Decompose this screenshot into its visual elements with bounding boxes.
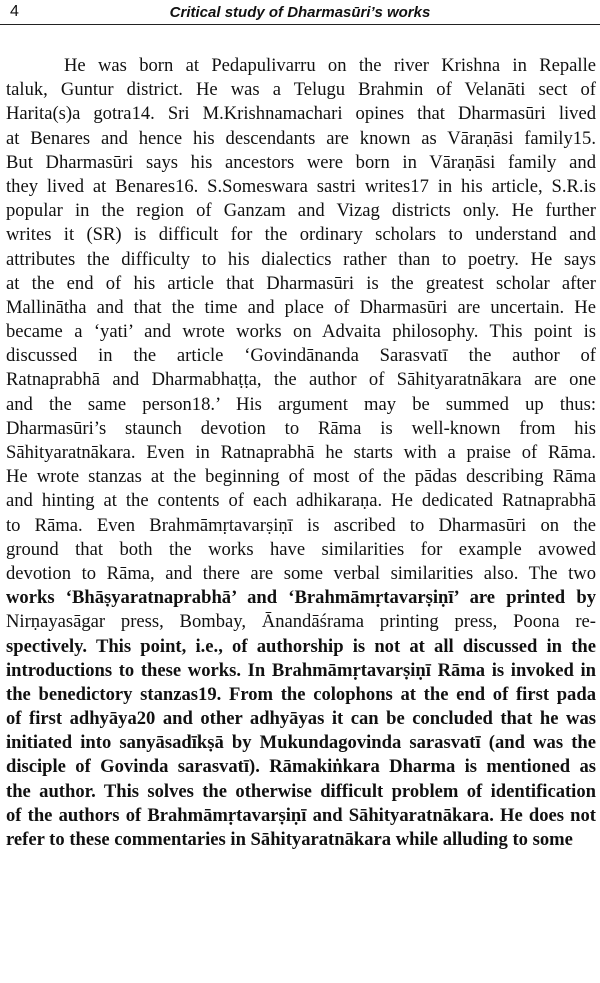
text-line: the author. This solves the otherwise difficult problem of identification: [6, 780, 596, 802]
page-number: 4: [10, 3, 19, 20]
text-line: Harita(s)a gotra14. Sri M.Krishnamachari opines that Dharmasūri lived: [6, 103, 596, 125]
text-line: writes it (SR) is difficult for the ordinary scholars to understand and: [6, 224, 596, 246]
text-line: they lived at Benares16. S.Someswara sastri writes17 in his article, S.R.is: [6, 175, 596, 197]
text-line: at the end of his article that Dharmasūri is the greatest scholar after: [6, 272, 596, 294]
text-line: devotion to Rāma, and there are some verbal similarities also. The two: [6, 562, 596, 584]
text-line: He was born at Pedapulivarru on the river Krishna in Repalle: [64, 55, 596, 76]
text-line: attributes the difficulty to his dialectics rather than to poetry. He says: [6, 248, 596, 270]
text-line: Ratnaprabhā and Dharmabhaṭṭa, the author of Sāhityaratnākara are one: [6, 369, 596, 391]
text-line: of first adhyāya20 and other adhyāyas it can be concluded that he was: [6, 708, 596, 730]
text-line: introductions to these works. In Brahmāmṛtavarṣiṇī Rāma is invoked in: [6, 659, 596, 681]
text-line: refer to these commentaries in Sāhityaratnākara while alluding to some: [6, 829, 573, 850]
text-line: at Benares and hence his descendants are known as Vāraṇāsi family15.: [6, 127, 596, 149]
text-line: He wrote stanzas at the beginning of most of the pādas describing Rāma: [6, 466, 596, 488]
text-line: initiated into sanyāsadīkṣā by Mukundagovinda sarasvatī (and was the: [6, 732, 596, 754]
text-line: Sāhityaratnākara. Even in Ratnaprabhā he starts with a praise of Rāma.: [6, 442, 596, 463]
text-line: of the authors of Brahmāmṛtavarṣiṇī and Sāhityaratnākara. He does not: [6, 804, 596, 826]
running-title: Critical study of Dharmasūri’s works: [169, 4, 431, 21]
text-line: Dharmasūri’s staunch devotion to Rāma is well-known from his: [6, 417, 596, 439]
text-line: discussed in the article ‘Govindānanda Sarasvatī the author of: [6, 345, 596, 367]
text-line: Mallinātha and that the time and place of Dharmasūri are uncertain. He: [6, 296, 596, 318]
header-rule: [0, 24, 600, 25]
text-line: and hinting at the contents of each adhikaraṇa. He dedicated Ratnaprabhā: [6, 490, 596, 512]
text-line: to Rāma. Even Brahmāmṛtavarṣiṇī is ascribed to Dharmasūri on the: [6, 514, 596, 536]
text-line: taluk, Guntur district. He was a Telugu Brahmin of Velanāti sect of: [6, 79, 596, 101]
running-head: [0, 0, 600, 26]
text-line: became a ‘yati’ and wrote works on Advaita philosophy. This point is: [6, 321, 596, 343]
text-line: popular in the region of Ganzam and Vizag districts only. He further: [6, 200, 596, 222]
text-line: Nirṇayasāgar press, Bombay, Ānandāśrama printing press, Poona re-: [6, 611, 596, 633]
text-line: spectively. This point, i.e., of authorship is not at all discussed in the: [6, 635, 596, 657]
text-line: and the same person18.’ His argument may be summed up thus:: [6, 393, 596, 415]
text-line: disciple of Govinda sarasvatī). Rāmakiṅkara Dharma is mentioned as: [6, 756, 596, 778]
body-paragraph: [6, 54, 596, 852]
text-line: works ‘Bhāṣyaratnaprabhā’ and ‘Brahmāmṛtavarṣiṇī’ are printed by: [6, 587, 596, 609]
text-line: ground that both the works have similarities for example avowed: [6, 538, 596, 560]
text-line: But Dharmasūri says his ancestors were born in Vāraṇāsi family and: [6, 151, 596, 173]
text-line: the benedictory stanzas19. From the colophons at the end of first pada: [6, 683, 596, 705]
